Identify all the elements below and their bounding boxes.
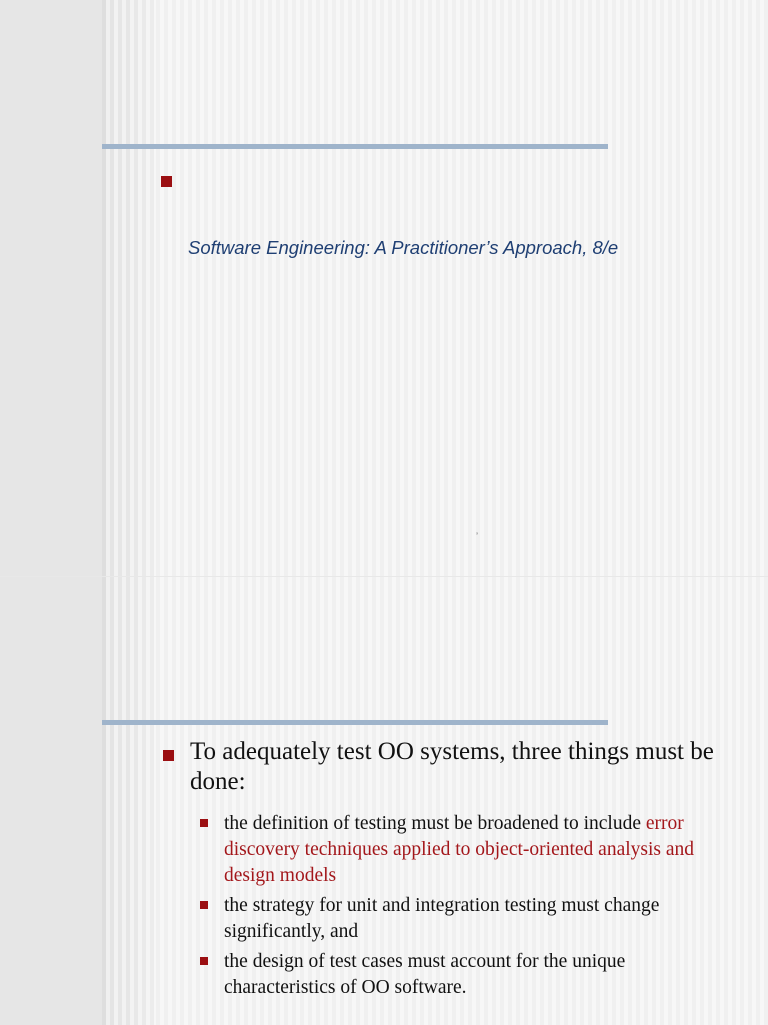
sub-bullet-text: the design of test cases must account for the unique characteristics of OO software. — [224, 951, 626, 998]
sub-bullet-item — [200, 949, 730, 1001]
title-rule — [102, 144, 608, 149]
bullet-square-icon — [200, 901, 208, 909]
sub-bullet-item — [200, 893, 730, 945]
sub-bullet-item — [200, 811, 730, 889]
bullet-square-icon — [200, 957, 208, 965]
stray-mark: ’ — [476, 531, 478, 541]
book-title: Software Engineering: A Practitioner’s Approach, 8/e — [188, 237, 619, 258]
bullet-square-icon — [163, 750, 174, 761]
slide-2 — [0, 576, 768, 1025]
main-bullet-text: To adequately test OO systems, three things must be done: — [190, 738, 714, 795]
bullet-square-icon — [161, 176, 172, 187]
sub-bullet-text: the strategy for unit and integration testing must change significantly, and — [224, 895, 660, 942]
highlighted-phrase: error discovery techniques applied to object-oriented analysis and design models — [224, 813, 695, 886]
sub-bullet-list — [200, 811, 730, 1005]
title-rule — [102, 720, 608, 725]
sub-bullet-text: the definition of testing must be broadened to include — [224, 813, 646, 834]
bullet-square-icon — [200, 819, 208, 827]
